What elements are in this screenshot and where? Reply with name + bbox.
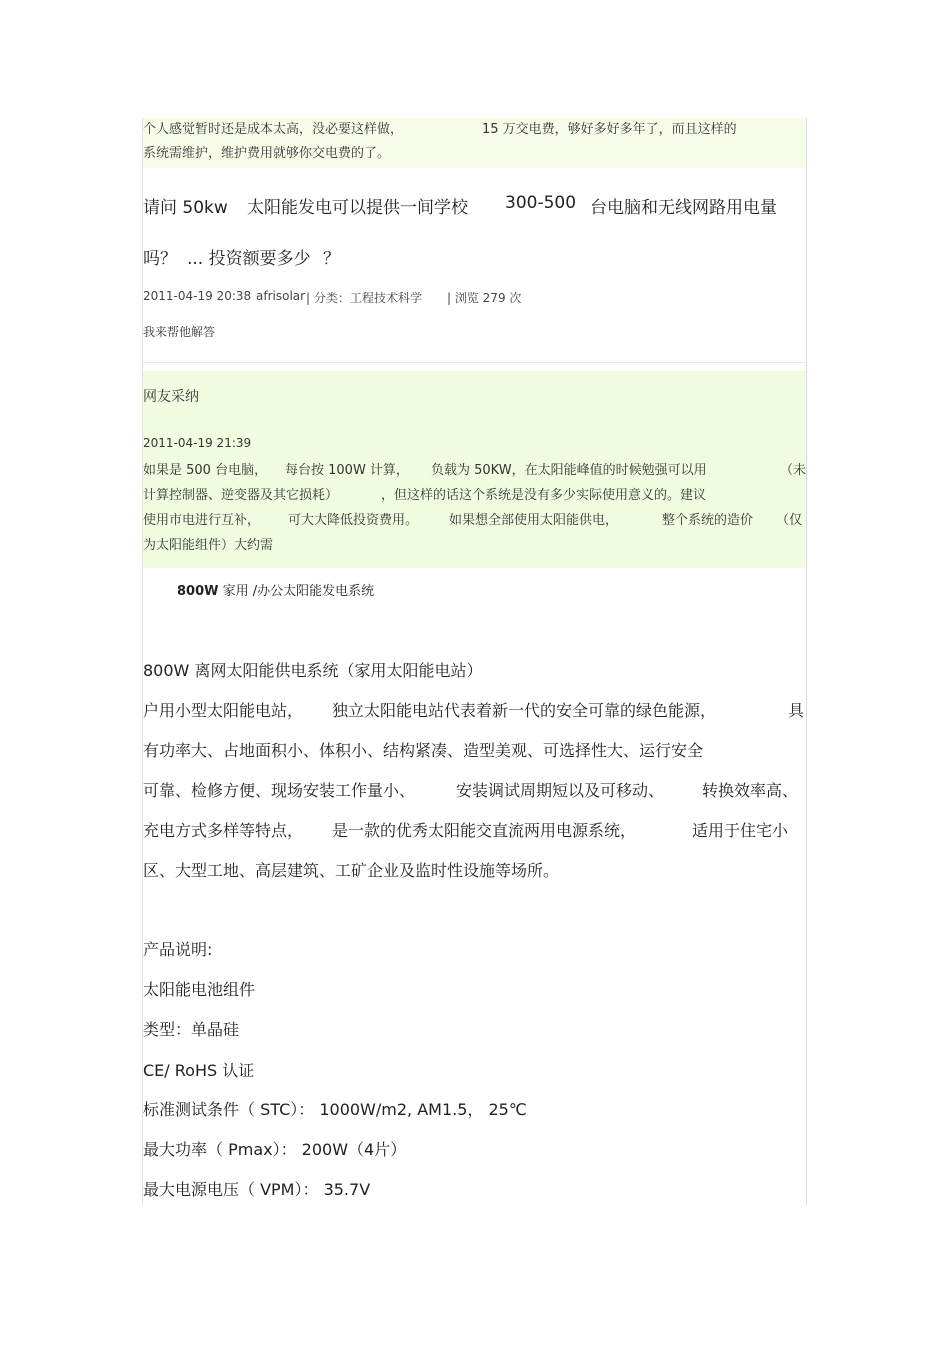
body-seg: 户用小型太阳能电站， bbox=[143, 701, 304, 720]
answer-seg: 可大大降低投资费用。 bbox=[288, 513, 419, 528]
body-seg: 安装调试周期短以及可移动、 bbox=[456, 781, 665, 800]
answer-time: 2011-04-19 21:39 bbox=[143, 436, 252, 450]
comment-line-1b: 15 万交电费，够好多好多年了，而且这样的 bbox=[482, 122, 737, 137]
body-seg: 适用于住宅小 bbox=[692, 821, 789, 840]
spec-item: 类型：单晶硅 bbox=[143, 1020, 240, 1039]
meta-views: | 浏览 279 次 bbox=[447, 291, 522, 305]
answer-seg: 每台按 100W 计算， bbox=[285, 463, 409, 478]
answer-title: 网友采纳 bbox=[143, 389, 199, 405]
body-seg: 是一款的优秀太阳能交直流两用电源系统， bbox=[332, 821, 637, 840]
spec-item: 最大功率（ Pmax）： 200W（4片） bbox=[143, 1140, 407, 1159]
answer-seg: 如果是 500 台电脑， bbox=[143, 463, 268, 478]
body-seg: 独立太阳能电站代表着新一代的安全可靠的绿色能源， bbox=[332, 701, 717, 720]
divider bbox=[143, 362, 806, 363]
spec-heading: 产品说明: bbox=[143, 940, 213, 959]
answer-seg: （仅 bbox=[776, 513, 803, 528]
comment-box bbox=[143, 118, 806, 168]
product-type: 家用 /办公太阳能发电系统 bbox=[222, 584, 375, 599]
system-title: 800W 离网太阳能供电系统（家用太阳能电站） bbox=[143, 661, 483, 680]
comment-line-2: 系统需维护，维护费用就够你交电费的了。 bbox=[143, 146, 391, 161]
question-seg: 吗？ bbox=[143, 249, 177, 269]
answer-seg: 如果想全部使用太阳能供电， bbox=[449, 513, 619, 528]
question-seg: ？ bbox=[323, 249, 340, 269]
frame-border-right bbox=[806, 118, 807, 1205]
meta-datetime: 2011-04-19 20:38 bbox=[143, 289, 252, 303]
answer-seg: 计算控制器、逆变器及其它损耗） bbox=[143, 488, 339, 503]
answer-seg: 使用市电进行互补， bbox=[143, 513, 261, 528]
product-power: 800W bbox=[177, 584, 219, 599]
answer-seg: （未 bbox=[780, 463, 807, 478]
spec-item: CE/ RoHS 认证 bbox=[143, 1061, 255, 1080]
answer-link[interactable]: 我来帮他解答 bbox=[143, 325, 216, 339]
meta-author[interactable]: afrisolar bbox=[256, 289, 306, 303]
question-seg: 太阳能发电可以提供一间学校 bbox=[247, 198, 468, 218]
question-seg: ... 投资额要多少 bbox=[187, 249, 311, 269]
question-seg: 请问 50kw bbox=[143, 198, 228, 218]
body-seg: 充电方式多样等特点， bbox=[143, 821, 304, 840]
question-seg: 台电脑和无线网路用电量 bbox=[590, 198, 777, 218]
answer-seg: 负载为 50KW，在太阳能峰值的时候勉强可以用 bbox=[431, 463, 707, 478]
spec-item: 标准测试条件（ STC）： 1000W/m2, AM1.5， 25℃ bbox=[143, 1100, 527, 1119]
body-seg: 可靠、检修方便、现场安装工作量小、 bbox=[143, 781, 416, 800]
meta-category[interactable]: 工程技术科学 bbox=[350, 291, 423, 305]
body-line-5: 区、大型工地、高层建筑、工矿企业及监时性设施等场所。 bbox=[143, 861, 560, 880]
comment-line-1a: 个人感觉暂时还是成本太高，没必要这样做， bbox=[143, 122, 404, 137]
body-line-2: 有功率大、占地面积小、体积小、结构紧凑、造型美观、可选择性大、运行安全 bbox=[143, 741, 704, 760]
product-heading bbox=[177, 580, 374, 599]
meta-category-label: | 分类： bbox=[306, 291, 350, 305]
body-seg: 转换效率高、 bbox=[702, 781, 799, 800]
question-seg: 300-500 bbox=[505, 193, 577, 213]
answer-seg: 整个系统的造价 bbox=[662, 513, 754, 528]
answer-seg: ，但这样的话这个系统是没有多少实际使用意义的。建议 bbox=[381, 488, 707, 503]
spec-item: 太阳能电池组件 bbox=[143, 980, 256, 999]
accepted-answer bbox=[143, 371, 806, 568]
body-seg: 具 bbox=[788, 701, 805, 720]
answer-seg: 为太阳能组件）大约需 bbox=[143, 538, 274, 553]
spec-item: 最大电源电压（ VPM）： 35.7V bbox=[143, 1180, 371, 1199]
